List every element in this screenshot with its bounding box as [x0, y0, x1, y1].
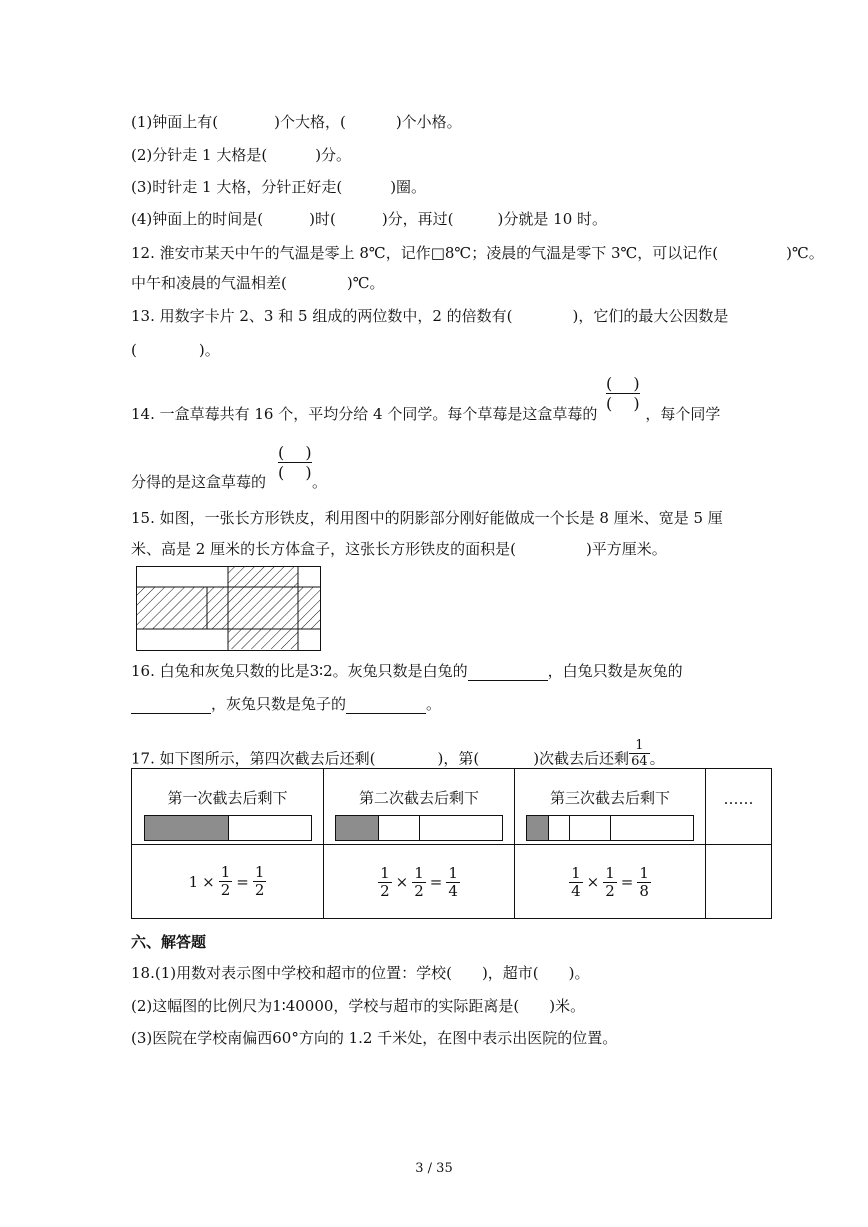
text: 13. 用数字卡片 2、3 和 5 组成的两位数中，2 的倍数有(	[131, 307, 513, 325]
page-number: 3 / 35	[415, 1161, 453, 1176]
section-title: 六、解答题	[131, 933, 207, 951]
table-row	[132, 845, 772, 919]
table-cell	[324, 845, 515, 919]
equation-3	[569, 865, 651, 900]
fraction	[446, 865, 460, 900]
times-sign: ×	[395, 873, 409, 891]
fraction	[378, 865, 392, 900]
fraction	[603, 865, 617, 900]
table-cell	[706, 769, 772, 845]
text: 17. 如下图所示，第四次截去后还剩(	[131, 749, 376, 768]
fraction-denominator: 2	[605, 881, 615, 900]
times-sign: ×	[586, 873, 600, 891]
table-cell	[132, 769, 324, 845]
table-cell	[706, 845, 772, 919]
column-header: 第一次截去后剩下	[167, 788, 288, 807]
q14-blank-fraction-2[interactable]	[278, 443, 312, 482]
strip-remaining	[336, 816, 378, 840]
q18-line3	[131, 1028, 617, 1048]
text: )次截去后还剩	[533, 749, 630, 768]
fraction-numerator: 1	[448, 863, 458, 882]
equals-sign: =	[429, 873, 443, 891]
q16-line1	[131, 661, 683, 681]
number: 1	[188, 872, 199, 891]
equation-1	[189, 864, 267, 899]
table-cell	[324, 769, 515, 845]
section-heading	[131, 932, 206, 952]
fraction-1-64	[629, 738, 650, 769]
q15-line1	[131, 508, 723, 528]
text: 。	[426, 695, 442, 713]
text: 。	[649, 749, 665, 768]
text: 中午和凌晨的气温相差(	[131, 274, 287, 292]
strip-after-cut-2	[335, 815, 503, 841]
q12-line1	[131, 243, 824, 263]
sheet-metal-figure	[136, 566, 322, 652]
shaded-bottom	[228, 629, 298, 649]
q11-line4	[131, 209, 607, 229]
fraction-denominator: 2	[414, 881, 424, 900]
equation-2	[378, 865, 460, 900]
table-cell	[515, 769, 706, 845]
answer-blank[interactable]	[131, 697, 211, 714]
fraction-numerator: 1	[380, 863, 390, 882]
text: 米、高是 2 厘米的长方体盒子，这张长方形铁皮的面积是(	[131, 540, 516, 558]
text: 16. 白兔和灰兔只数的比是	[131, 662, 310, 680]
ellipsis: ……	[723, 789, 754, 808]
q12-line2	[131, 273, 385, 293]
fraction-denominator: ( )	[606, 394, 640, 413]
column-header: 第二次截去后剩下	[358, 788, 479, 807]
fraction-denominator: 2	[220, 881, 231, 899]
text: 18.(1)用数对表示图中学校和超市的位置：学校( )，超市( )。	[131, 964, 590, 982]
answer-blank[interactable]	[346, 697, 426, 714]
fraction	[412, 865, 426, 900]
fraction	[253, 864, 267, 899]
text: (3)医院在学校南偏西	[131, 1029, 273, 1047]
text: ，灰兔只数是兔子的	[211, 695, 347, 713]
text: )时(	[309, 210, 336, 228]
times-sign: ×	[202, 872, 215, 891]
fraction-numerator: 1	[605, 863, 615, 882]
fraction-denominator: 2	[380, 881, 390, 900]
q13-line2	[131, 340, 220, 360]
fraction-numerator: 1	[635, 738, 644, 753]
fraction-numerator: ( )	[606, 374, 640, 393]
table-cell	[132, 845, 324, 919]
scale-ratio: 1∶40000	[272, 997, 334, 1015]
strip-cut	[228, 816, 311, 840]
text: )℃。	[346, 274, 385, 292]
strip-after-cut-3	[526, 815, 694, 841]
strip-cut	[548, 816, 569, 840]
strip-cut	[610, 816, 693, 840]
text: )圈。	[390, 178, 427, 196]
text: (1)钟面上有(	[131, 113, 219, 131]
fraction-denominator: 64	[631, 754, 648, 769]
strip-remaining	[527, 816, 548, 840]
strip-remaining	[145, 816, 228, 840]
text: 分得的是这盒草莓的	[131, 473, 267, 491]
text: (3)时针走 1 大格，分针正好走(	[131, 178, 343, 196]
text: 方向的 1.2 千米处，在图中表示出医院的位置。	[298, 1029, 618, 1047]
text: )分，再过(	[381, 210, 454, 228]
column-header: 第三次截去后剩下	[549, 788, 670, 807]
q15-line2	[131, 539, 667, 559]
text: 14. 一盒草莓共有 16 个，平均分给 4 个同学。每个草莓是这盒草莓的	[131, 405, 598, 423]
text: )，第(	[437, 749, 480, 768]
fraction	[219, 864, 233, 899]
text: 。	[312, 473, 328, 491]
fraction-denominator: ( )	[278, 463, 312, 482]
q11-line3	[131, 177, 426, 197]
table-row	[132, 769, 772, 845]
text: )分就是 10 时。	[497, 210, 608, 228]
strip-cut	[569, 816, 611, 840]
q16-line2	[131, 694, 441, 714]
text: ，每个同学	[645, 405, 721, 423]
fraction	[637, 865, 651, 900]
text: (4)钟面上的时间是(	[131, 210, 264, 228]
fraction	[569, 865, 583, 900]
text: ，学校与超市的实际距离是( )米。	[333, 997, 586, 1015]
q18-line2	[131, 996, 585, 1016]
text: (	[131, 341, 137, 359]
text: 15. 如图，一张长方形铁皮，利用图中的阴影部分刚好能做成一个长是 8 厘米、宽是 5 厘	[131, 509, 723, 527]
text: )平方厘米。	[585, 540, 667, 558]
fraction-denominator: 2	[254, 881, 265, 899]
q18-line1	[131, 963, 590, 983]
text: ，白兔只数是灰兔的	[547, 662, 683, 680]
shaded-top	[228, 567, 298, 587]
text: (2)这幅图的比例尺为	[131, 997, 273, 1015]
strip-cut	[419, 816, 502, 840]
equals-sign: =	[236, 872, 249, 891]
answer-blank[interactable]	[468, 664, 548, 681]
q11-line1	[131, 112, 462, 132]
fraction-numerator: 1	[220, 863, 231, 881]
text: (2)分针走 1 大格是(	[131, 146, 268, 164]
equals-sign: =	[620, 873, 634, 891]
text: )个小格。	[395, 113, 462, 131]
cutting-table	[131, 768, 772, 919]
q13-line1	[131, 306, 728, 326]
fraction-numerator: 1	[639, 863, 649, 882]
ratio: 3∶2	[309, 662, 333, 680]
q11-line2	[131, 145, 351, 165]
text: )，它们的最大公因数是	[572, 307, 729, 325]
angle: 60°	[272, 1029, 299, 1047]
fraction-denominator: 4	[448, 881, 458, 900]
fraction-numerator: ( )	[278, 443, 312, 462]
fraction-numerator: 1	[571, 863, 581, 882]
text: 。灰兔只数是白兔的	[332, 662, 468, 680]
text: )个大格，(	[274, 113, 346, 131]
q14-blank-fraction-1[interactable]	[606, 374, 640, 413]
text: )。	[198, 341, 220, 359]
fraction-numerator: 1	[254, 863, 265, 881]
table-cell	[515, 845, 706, 919]
text: 12. 淮安市某天中午的气温是零上 8℃，记作□8℃；凌晨的气温是零下 3℃，可以记作(	[131, 244, 719, 262]
strip-cut	[378, 816, 420, 840]
fraction-numerator: 1	[414, 863, 424, 882]
text: )℃。	[786, 244, 824, 262]
strip-after-cut-1	[144, 815, 312, 841]
fraction-denominator: 4	[571, 881, 581, 900]
text: )分。	[315, 146, 352, 164]
fraction-denominator: 8	[639, 881, 649, 900]
